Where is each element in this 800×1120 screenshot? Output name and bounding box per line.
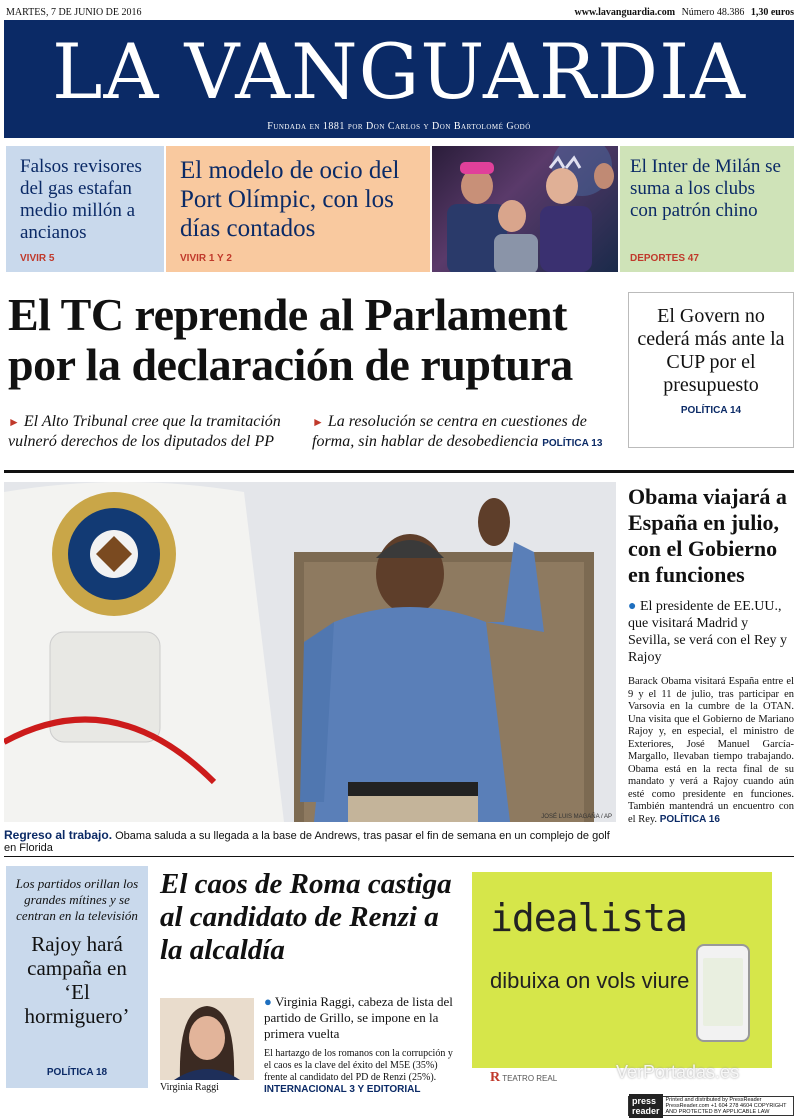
raggi-photo: [160, 998, 254, 1080]
pressreader-logo: press reader: [629, 1094, 663, 1118]
ad-logo: idealista: [490, 896, 687, 940]
newspaper-logo: LA VANGUARDIA: [52, 27, 746, 116]
masthead: [4, 20, 794, 138]
teaser-port-olimpic[interactable]: [166, 146, 430, 272]
founded-line: Fundada en 1881 por Don Carlos y Don Bartolomé Godó: [267, 121, 531, 132]
pressreader-badge: [628, 1096, 794, 1116]
teaser-section: VIVIR 5: [20, 253, 55, 264]
pressreader-text: Printed and distributed by PressReader PressReader.com +1 604 278 4604 COPYRIGHT AND PROTECTED BY APPLICABLE LAW: [665, 1097, 787, 1115]
raggi-caption: Virginia Raggi: [160, 1082, 219, 1093]
roma-body: [264, 1048, 456, 1096]
roma-headline[interactable]: [160, 868, 456, 967]
obama-subhead: [628, 598, 794, 666]
top-bar: [6, 4, 794, 20]
bullet-dot-icon: ●: [628, 599, 637, 614]
body-text: Barack Obama visitará España entre el 9 y el 11 de julio, tras participar en Varsovia en la cumbre de la OTAN. Una visita que el Gobierno de Mariano Rajoy y, en especial, el ministro de Exteriores, José Manuel García-Margallo, llevaban tiempo trabajando. Obama está en la recta final de su mandato y verá a Rajoy cuando aún esté como presidente en funciones. También mantendrá un encuentro con el Rey.: [628, 676, 794, 825]
section-ref[interactable]: INTERNACIONAL 3 Y EDITORIAL: [264, 1084, 421, 1095]
bullet-text: La resolución se centra en cuestiones de forma, sin hablar de desobediencia: [312, 413, 587, 450]
idealista-ad[interactable]: [472, 872, 772, 1068]
teaser-gas-scam[interactable]: [6, 146, 164, 272]
teaser-title: El modelo de ocio del Port Olímpic, con los días contados: [180, 157, 400, 242]
teaser-title: El Inter de Milán se suma a los clubs con patrón chino: [630, 156, 781, 221]
teatro-real-logo: [490, 1070, 557, 1086]
main-bullet-1: [8, 412, 303, 452]
teatro-text: TEATRO REAL: [502, 1074, 558, 1083]
triangle-icon: ►: [8, 415, 20, 429]
divider: [4, 856, 794, 857]
obama-photo: [4, 482, 616, 822]
caption-lead: Regreso al trabajo.: [4, 828, 113, 842]
rajoy-box[interactable]: [6, 866, 148, 1088]
section-ref: POLÍTICA 14: [680, 405, 742, 416]
roma-story: [264, 994, 456, 1096]
teaser-section: VIVIR 1 Y 2: [180, 253, 232, 264]
main-bullet-2: [312, 412, 622, 454]
subhead-text: El presidente de EE.UU., que visitará Madrid y Sevilla, se verá con el Rey y Rajoy: [628, 599, 788, 665]
teaser-inter-milan[interactable]: [620, 146, 794, 272]
caption-text: Obama saluda a su llegada a la base de Andrews, tras pasar el fin de semana en un complejo de golf en Florida: [4, 830, 610, 854]
issue-price: 1,30 euros: [750, 6, 794, 18]
body-text: El hartazgo de los romanos con la corrupción y el caos es la clave del éxito del M5E (35%) frente al candidato del PD de Renzi (25%).: [264, 1048, 453, 1083]
section-ref[interactable]: POLÍTICA 13: [542, 438, 603, 449]
portrait-image: [160, 998, 254, 1080]
ad-tagline: dibuixa on vols viure: [490, 968, 690, 993]
triangle-icon: ►: [312, 415, 324, 429]
bullet-dot-icon: ●: [264, 994, 272, 1009]
section-ref: POLÍTICA 18: [46, 1067, 108, 1078]
issue-date: MARTES, 7 DE JUNIO DE 2016: [6, 6, 142, 18]
obama-body: [628, 676, 794, 826]
subhead-text: Virginia Raggi, cabeza de lista del partido de Grillo, se impone en la primera vuelta: [264, 994, 453, 1041]
watermark: VerPortadas.es: [616, 1062, 740, 1082]
nightlife-photo: [432, 146, 618, 272]
issue-number: Número 48.386: [681, 6, 745, 18]
govern-box[interactable]: [628, 292, 794, 448]
airplane-door-image: [4, 482, 616, 822]
photo-caption: [4, 828, 616, 854]
teaser-title: Falsos revisores del gas estafan medio millón a ancianos: [20, 156, 142, 243]
main-headline[interactable]: El TC reprende al Parlament por la declaración de ruptura: [8, 289, 573, 390]
bullet-text: El Alto Tribunal cree que la tramitación vulneró derechos de los diputados del PP: [8, 413, 281, 450]
govern-title: El Govern no cederá más ante la CUP por el presupuesto: [637, 305, 785, 396]
teaser-section: DEPORTES 47: [630, 253, 699, 264]
divider: [4, 470, 794, 473]
photo-credit: JOSÉ LUIS MAGAÑA / AP: [541, 814, 612, 820]
headline-text: El caos de Roma castiga al candidato de Renzi a la alcaldía: [160, 868, 452, 966]
phone-icon: [696, 944, 750, 1042]
section-ref: POLÍTICA 16: [659, 813, 720, 825]
roma-subhead: [264, 994, 456, 1042]
rajoy-kicker: Los partidos orillan los grandes mítines y se centran en la televisión: [15, 876, 139, 923]
party-crowd-image: [432, 146, 618, 272]
obama-story[interactable]: [628, 484, 794, 826]
site-url[interactable]: www.lavanguardia.com: [574, 6, 676, 18]
obama-headline: Obama viajará a España en julio, con el Gobierno en funciones: [628, 484, 787, 587]
teatro-mark: R: [490, 1070, 501, 1085]
rajoy-title: Rajoy hará campaña en ‘El hormiguero’: [24, 932, 130, 1028]
